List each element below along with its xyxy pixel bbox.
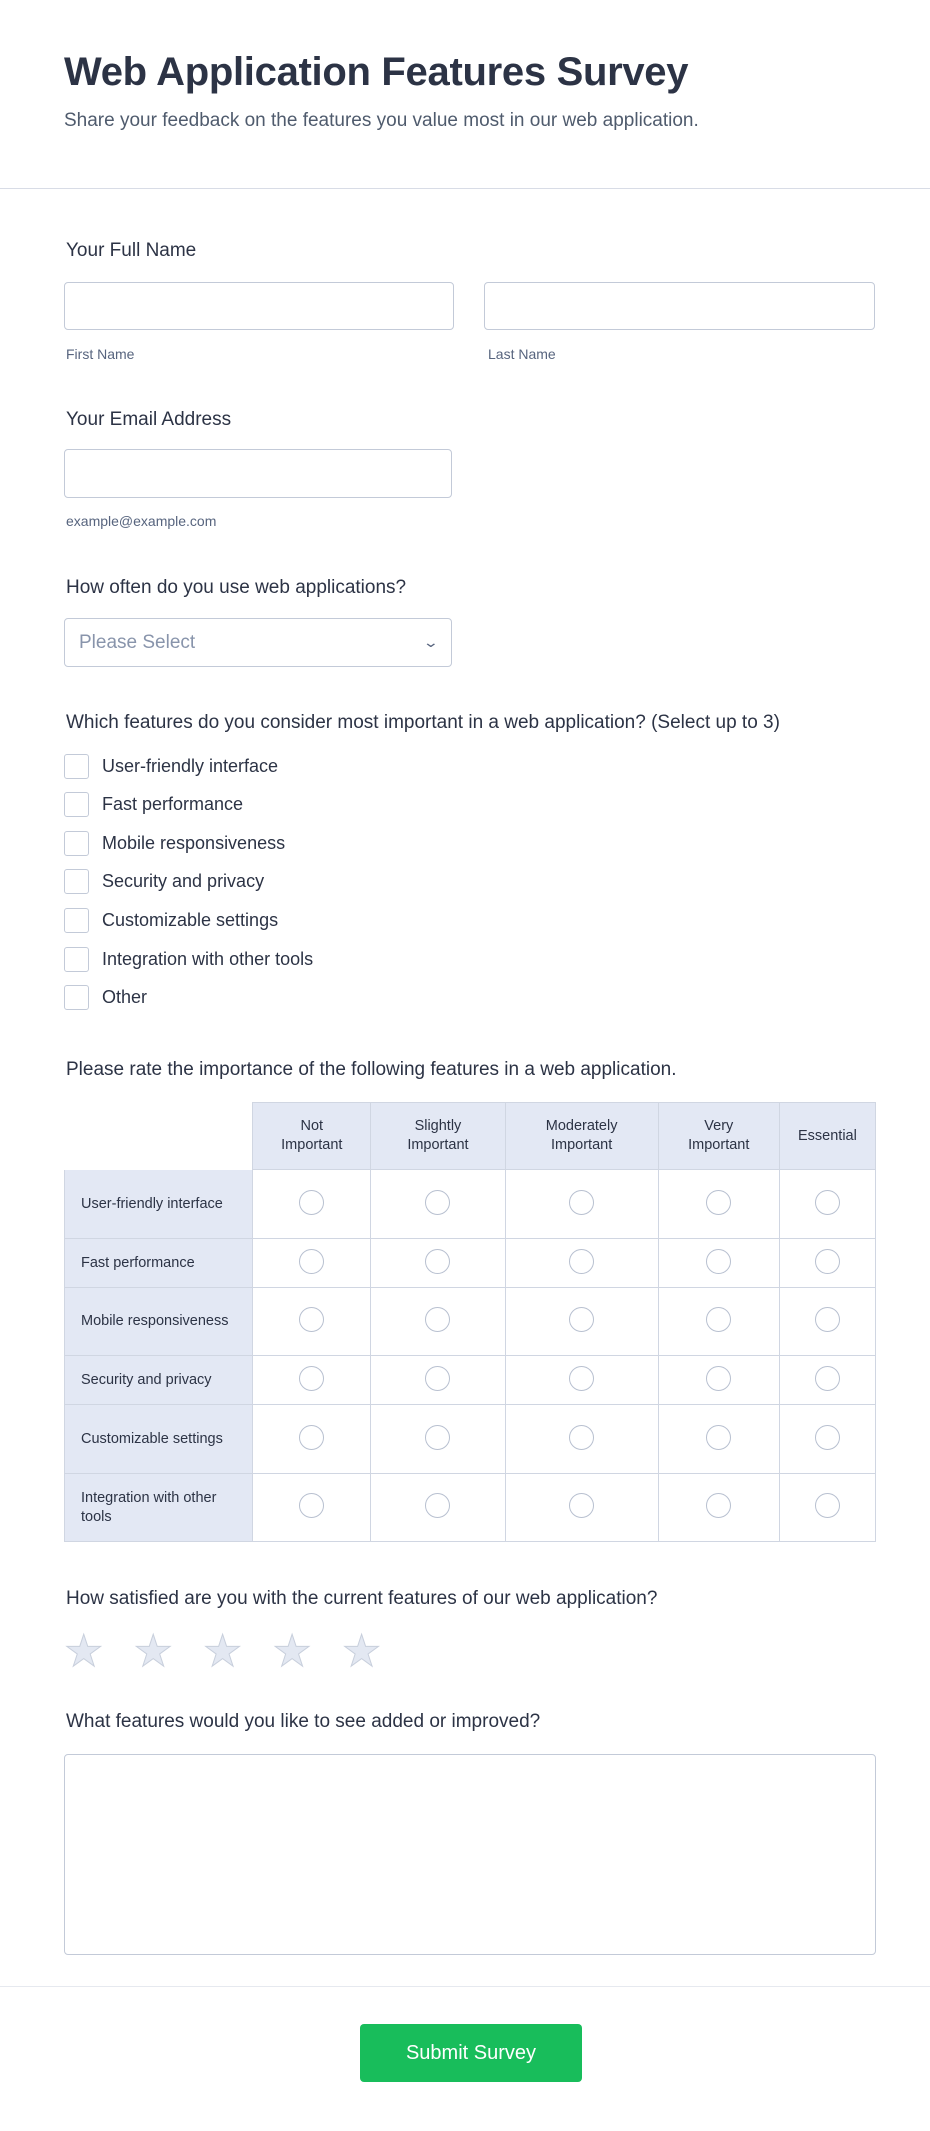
radio-button[interactable]: [425, 1493, 450, 1518]
features-label: Which features do you consider most important in a web application? (Select up to 3): [66, 712, 780, 733]
radio-button[interactable]: [569, 1493, 594, 1518]
matrix-cell: [371, 1239, 505, 1288]
header-divider: [0, 188, 930, 189]
chevron-down-icon: ⌄: [422, 634, 440, 650]
page-subtitle: Share your feedback on the features you value most in our web application.: [64, 110, 699, 131]
radio-button[interactable]: [815, 1425, 840, 1450]
matrix-cell: [659, 1288, 780, 1356]
checkbox[interactable]: [64, 985, 89, 1010]
email-sublabel: example@example.com: [66, 513, 217, 529]
star-rating: [64, 1627, 382, 1676]
radio-button[interactable]: [425, 1249, 450, 1274]
matrix-cell: [253, 1356, 371, 1405]
matrix-label: Please rate the importance of the following features in a web application.: [66, 1059, 677, 1080]
matrix-cell: [371, 1405, 505, 1474]
radio-button[interactable]: [706, 1425, 731, 1450]
radio-button[interactable]: [815, 1307, 840, 1332]
star-icon[interactable]: ★: [341, 1627, 382, 1676]
matrix-cell: [780, 1356, 876, 1405]
matrix-row-header: User-friendly interface: [64, 1170, 253, 1239]
matrix-cell: [659, 1474, 780, 1542]
frequency-label: How often do you use web applications?: [66, 577, 407, 598]
matrix-row-header: Integration with other tools: [64, 1474, 253, 1542]
frequency-select[interactable]: [64, 618, 452, 667]
satisfaction-label: How satisfied are you with the current features of our web application?: [66, 1588, 658, 1609]
matrix-row-header: Customizable settings: [64, 1405, 253, 1474]
radio-button[interactable]: [425, 1425, 450, 1450]
improvements-textarea[interactable]: [64, 1754, 876, 1955]
feature-option[interactable]: [64, 947, 313, 972]
star-icon[interactable]: ★: [202, 1627, 243, 1676]
matrix-cell: [780, 1288, 876, 1356]
matrix-row: [64, 1239, 876, 1288]
feature-option[interactable]: [64, 985, 147, 1010]
matrix-cell: [780, 1170, 876, 1239]
feature-option[interactable]: [64, 792, 243, 817]
matrix-cell: [253, 1474, 371, 1542]
checkbox[interactable]: [64, 869, 89, 894]
matrix-cell: [506, 1239, 659, 1288]
feature-option[interactable]: [64, 908, 278, 933]
matrix-column-header: Essential: [780, 1102, 876, 1170]
feature-option-label: Mobile responsiveness: [102, 833, 286, 853]
radio-button[interactable]: [706, 1190, 731, 1215]
radio-button[interactable]: [425, 1307, 450, 1332]
radio-button[interactable]: [706, 1493, 731, 1518]
matrix-column-header: Not Important: [253, 1102, 371, 1170]
matrix-cell: [506, 1288, 659, 1356]
matrix-cell: [371, 1474, 505, 1542]
matrix-cell: [506, 1356, 659, 1405]
importance-matrix: [64, 1102, 876, 1542]
matrix-cell: [371, 1288, 505, 1356]
matrix-cell: [371, 1356, 505, 1405]
last-name-input[interactable]: [484, 282, 875, 330]
matrix-row: [64, 1405, 876, 1474]
matrix-cell: [506, 1405, 659, 1474]
feature-option[interactable]: [64, 754, 278, 779]
matrix-cell: [659, 1405, 780, 1474]
radio-button[interactable]: [299, 1249, 324, 1274]
checkbox[interactable]: [64, 831, 89, 856]
radio-button[interactable]: [299, 1366, 324, 1391]
matrix-cell: [659, 1170, 780, 1239]
frequency-placeholder: Please Select: [79, 631, 196, 653]
matrix-column-header: Moderately Important: [506, 1102, 659, 1170]
radio-button[interactable]: [706, 1249, 731, 1274]
radio-button[interactable]: [299, 1425, 324, 1450]
submit-button[interactable]: Submit Survey: [360, 2024, 582, 2082]
matrix-row-header: Mobile responsiveness: [64, 1288, 253, 1356]
star-icon[interactable]: ★: [64, 1627, 104, 1676]
first-name-sublabel: First Name: [66, 346, 135, 362]
matrix-cell: [659, 1239, 780, 1288]
page-title: Web Application Features Survey: [64, 50, 689, 94]
matrix-cell: [506, 1474, 659, 1542]
matrix-corner: [64, 1102, 253, 1170]
feature-option-label: Fast performance: [102, 794, 244, 814]
matrix-row: [64, 1170, 876, 1239]
radio-button[interactable]: [299, 1493, 324, 1518]
matrix-cell: [659, 1356, 780, 1405]
radio-button[interactable]: [706, 1307, 731, 1332]
full-name-label: Your Full Name: [66, 240, 197, 261]
checkbox[interactable]: [64, 947, 89, 972]
radio-button[interactable]: [425, 1366, 450, 1391]
radio-button[interactable]: [815, 1249, 840, 1274]
star-icon[interactable]: ★: [133, 1627, 173, 1676]
radio-button[interactable]: [706, 1366, 731, 1391]
matrix-column-header: Very Important: [659, 1102, 780, 1170]
radio-button[interactable]: [569, 1366, 594, 1391]
checkbox[interactable]: [64, 792, 89, 817]
feature-option-label: Customizable settings: [102, 910, 279, 930]
feature-option-label: Other: [102, 987, 148, 1007]
matrix-row-header: Security and privacy: [64, 1356, 253, 1405]
radio-button[interactable]: [569, 1190, 594, 1215]
matrix-row-header: Fast performance: [64, 1239, 253, 1288]
radio-button[interactable]: [299, 1307, 324, 1332]
matrix-cell: [780, 1239, 876, 1288]
checkbox[interactable]: [64, 908, 89, 933]
radio-button[interactable]: [815, 1366, 840, 1391]
email-input[interactable]: [64, 449, 452, 498]
matrix-row: [64, 1356, 876, 1405]
radio-button[interactable]: [569, 1307, 594, 1332]
star-icon[interactable]: ★: [272, 1627, 312, 1676]
feature-option-label: Security and privacy: [102, 871, 265, 891]
matrix-cell: [506, 1170, 659, 1239]
matrix-row: [64, 1474, 876, 1542]
matrix-column-header: Slightly Important: [371, 1102, 505, 1170]
feature-option[interactable]: [64, 831, 285, 856]
radio-button[interactable]: [299, 1190, 324, 1215]
matrix-cell: [780, 1405, 876, 1474]
feature-option-label: User-friendly interface: [102, 756, 279, 776]
improvements-label: What features would you like to see added or improved?: [66, 1711, 541, 1732]
first-name-input[interactable]: [64, 282, 454, 330]
last-name-sublabel: Last Name: [488, 346, 556, 362]
matrix-cell: [253, 1170, 371, 1239]
matrix-cell: [253, 1288, 371, 1356]
footer-divider: [0, 1986, 930, 1987]
radio-button[interactable]: [569, 1425, 594, 1450]
matrix-row: [64, 1288, 876, 1356]
radio-button[interactable]: [425, 1190, 450, 1215]
matrix-cell: [253, 1405, 371, 1474]
feature-option-label: Integration with other tools: [102, 949, 314, 969]
checkbox[interactable]: [64, 754, 89, 779]
matrix-cell: [780, 1474, 876, 1542]
feature-option[interactable]: [64, 869, 264, 894]
email-label: Your Email Address: [66, 409, 232, 430]
radio-button[interactable]: [569, 1249, 594, 1274]
matrix-cell: [371, 1170, 505, 1239]
radio-button[interactable]: [815, 1493, 840, 1518]
matrix-cell: [253, 1239, 371, 1288]
radio-button[interactable]: [815, 1190, 840, 1215]
